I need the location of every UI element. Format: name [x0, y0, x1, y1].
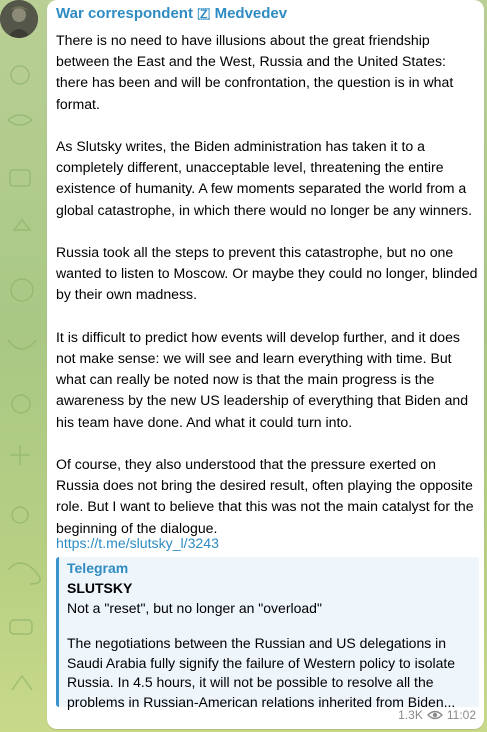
- preview-subtitle: Not a "reset", but no longer an "overload": [67, 600, 322, 616]
- paragraph: There is no need to have illusions about the great friendship between the East and the West, Russia and the United States: there has been and will be confrontation, the question is in what format.: [56, 32, 454, 112]
- message-time: 11:02: [446, 708, 476, 722]
- paragraph: Russia took all the steps to prevent this catastrophe, but no one wanted to listen to Moscow. Or maybe they could no longer, blinded by their own madness.: [56, 244, 478, 303]
- message-link[interactable]: https://t.me/slutsky_l/3243: [56, 535, 219, 551]
- message-meta: [398, 708, 476, 722]
- paragraph: It is difficult to predict how events will develop further, and it does not make sense: we will see and learn everything with time. But what can really be noted now is that the main progress is the awareness by the new US leadership of everything that Biden and his team have done. And what it could turn into.: [56, 328, 469, 430]
- sender-name[interactable]: War correspondent 🇿 Medvedev: [56, 5, 288, 22]
- background-doodles: [0, 0, 50, 732]
- avatar-image: [0, 0, 38, 38]
- eye-icon: [427, 710, 443, 720]
- message-bubble[interactable]: [47, 0, 484, 729]
- link-preview[interactable]: [56, 557, 479, 710]
- message-text: [56, 30, 478, 560]
- preview-site-name: Telegram: [67, 560, 129, 576]
- channel-avatar[interactable]: [0, 0, 38, 38]
- view-count: 1.3K: [398, 708, 423, 722]
- preview-description: The negotiations between the Russian and US delegations in Saudi Arabia fully signify the failure of Western policy to isolate Russia. In 4.5 hours, it will not be possible to resolve all the problems in Russian-American relations inherited from Biden...: [67, 635, 456, 710]
- preview-title: SLUTSKY: [67, 580, 133, 596]
- paragraph: As Slutsky writes, the Biden administration has taken it to a completely different, unacceptable level, threatening the entire existence of humanity. A few moments separated the world from a global catastrophe, in which there would no longer be any winners.: [56, 138, 473, 218]
- paragraph: Of course, they also understood that the pressure exerted on Russia does not bring the desired result, often playing the opposite role. But I want to believe that this was not the main catalyst for the beginning of the dialogue.: [56, 456, 474, 536]
